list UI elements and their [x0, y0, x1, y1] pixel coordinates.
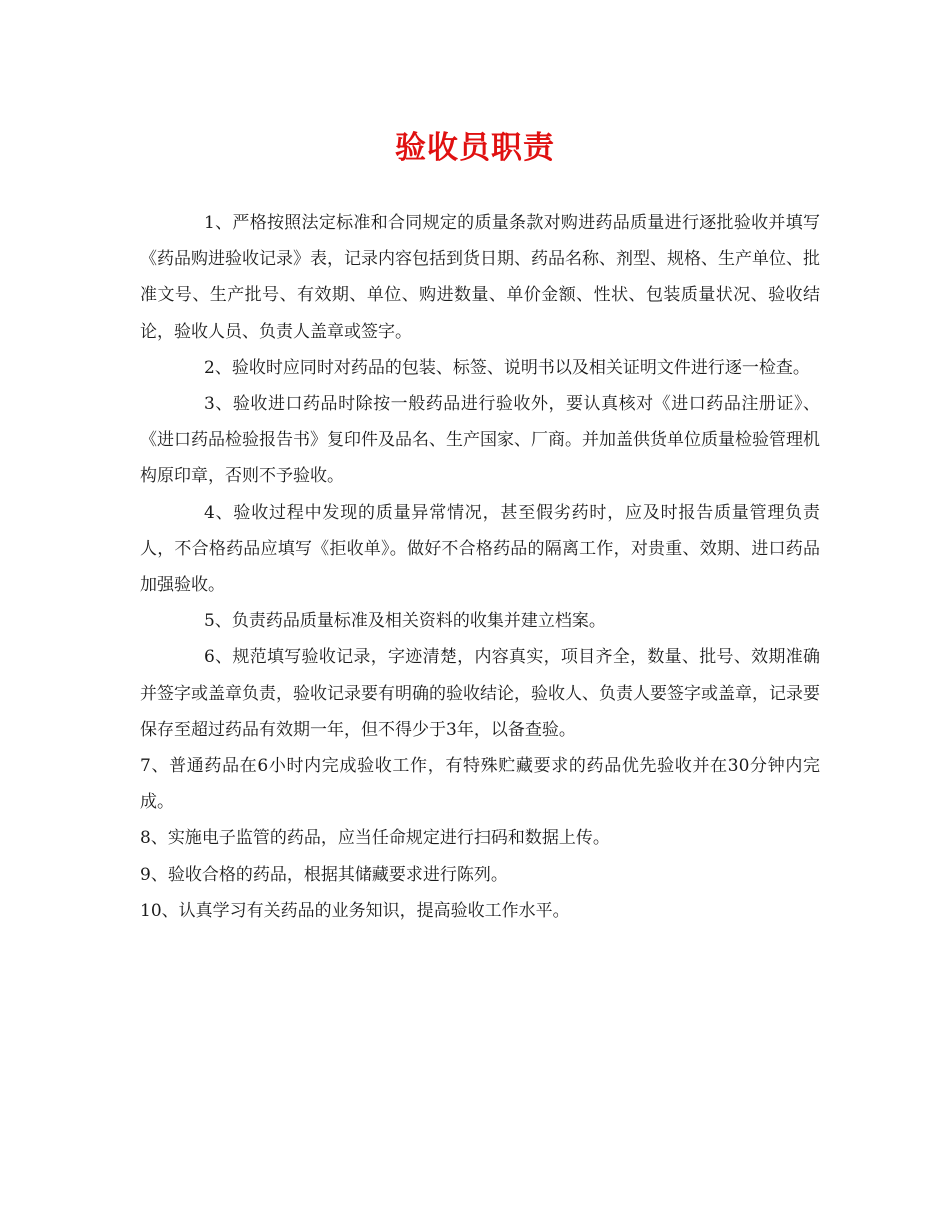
- duty-item-9: 9、验收合格的药品，根据其储藏要求进行陈列。: [140, 864, 508, 885]
- duty-item-4: 4、验收过程中发现的质量异常情况，甚至假劣药时，应及时报告质量管理负责人，不合格药品应填写《拒收单》。做好不合格药品的隔离工作，对贵重、效期、进口药品加强验收。: [140, 502, 820, 596]
- duty-item-10: 10、认真学习有关药品的业务知识，提高验收工作水平。: [140, 900, 570, 921]
- duty-item-7: 7、普通药品在6小时内完成验收工作，有特殊贮藏要求的药品优先验收并在30分钟内完成。: [140, 756, 820, 813]
- duty-item-3: 3、验收进口药品时除按一般药品进行验收外，要认真核对《进口药品注册证》、《进口药品检验报告书》复印件及品名、生产国家、厂商。并加盖供货单位质量检验管理机构原印章，否则不予验收。: [140, 394, 820, 487]
- page-title: 验收员职责: [395, 130, 555, 166]
- duty-item-2: 2、验收时应同时对药品的包装、标签、说明书以及相关证明文件进行逐一检查。: [204, 357, 810, 378]
- duty-item-1: 1、严格按照法定标准和合同规定的质量条款对购进药品质量进行逐批验收并填写《药品购进验收记录》表，记录内容包括到货日期、药品名称、剂型、规格、生产单位、批准文号、生产批号、有效期、单位、购进数量、单价金额、性状、包装质量状况、验收结论，验收人员、负责人盖章或签字。: [140, 213, 820, 342]
- document-body: [140, 205, 820, 929]
- duty-item-6: 6、规范填写验收记录，字迹清楚，内容真实，项目齐全，数量、批号、效期准确并签字或盖章负责，验收记录要有明确的验收结论，验收人、负责人要签字或盖章，记录要保存至超过药品有效期一年，但不得少于3年，以备查验。: [140, 647, 820, 740]
- duty-item-5: 5、负责药品质量标准及相关资料的收集并建立档案。: [204, 611, 606, 632]
- duty-item-8: 8、实施电子监管的药品，应当任命规定进行扫码和数据上传。: [140, 828, 610, 849]
